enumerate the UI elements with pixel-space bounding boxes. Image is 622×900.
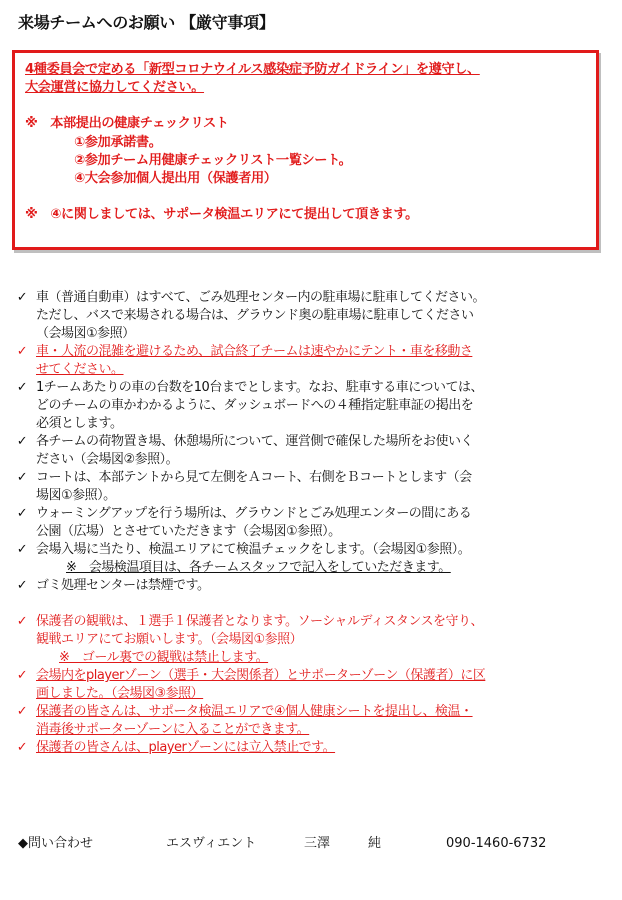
checkmark-icon: ✓ [16,542,28,557]
goal-area-note: ※ ゴール裏での観戦は禁止します。 [59,650,269,665]
rule-item: ✓ 保護者の観戦は、１選手１保護者となります。ソーシャルディスタンスを守り、 観戦エリアにてお願いします。（会場図①参照） [16,614,484,647]
notice-submission-note: ※ ④に関しましては、サポータ検温エリアにて提出して頂きます。 [25,207,418,223]
rule-item: ✓ 会場内をplayerゾーン（選手・大会関係者）とサポーターゾーン（保護者）に区 画しました。（会場図③参照） [16,668,486,701]
contact-info [18,834,608,854]
checkmark-icon: ✓ [16,470,28,485]
checkmark-icon: ✓ [16,344,28,359]
checkmark-icon: ✓ [16,578,28,593]
contact-surname: 三澤 [304,836,331,851]
notice-line-1: 4種委員会で定める「新型コロナウイルス感染症予防ガイドライン」を遵守し、 [25,62,480,77]
rule-item: ✓ ウォーミングアップを行う場所は、グラウンドとごみ処理エンターの間にある 公園（広場）とさせていただきます（会場図①参照）。 [16,506,472,539]
notice-checklist-item: ④大会参加個人提出用（保護者用） [74,170,277,186]
rule-item: ✓ ゴミ処理センターは禁煙です。 [16,578,210,593]
rule-item: ✓ 1チームあたりの車の台数を10台までとします。なお、駐車する車については、 どのチームの車かわかるように、ダッシュボードへの４種指定駐車証の掲出を 必須とします。 [16,380,484,431]
checkmark-icon: ✓ [16,290,28,305]
checkmark-icon: ✓ [16,614,28,629]
rule-item: ✓ コートは、本部テントから見て左側をＡコート、右側をＢコートとします（会 場図①参照）。 [16,470,472,503]
notice-checklist-item: ①参加承諾書。 [74,134,162,150]
temp-check-note: ※ 会場検温項目は、各チームスタッフで記入をしていただきます。 [66,560,451,575]
checkmark-icon: ✓ [16,506,28,521]
checkmark-icon: ✓ [16,434,28,449]
notice-checklist-heading: ※ 本部提出の健康チェックリスト [25,116,229,132]
checkmark-icon: ✓ [16,380,28,395]
contact-phone: 090-1460-6732 [446,836,547,851]
contact-company: エスヴィエント [166,836,257,851]
guideline-notice-box [12,50,599,250]
rule-item: ✓ 会場入場に当たり、検温エリアにて検温チェックをします。（会場図①参照）。 [16,542,471,557]
page-title: 来場チームへのお願い 【厳守事項】 [18,13,275,32]
checkmark-icon: ✓ [16,668,28,683]
checkmark-icon: ✓ [16,704,28,719]
notice-line-2: 大会運営に協力してください。 [25,80,205,96]
contact-given-name: 純 [368,836,382,851]
rule-item: ✓ 保護者の皆さんは、playerゾーンには立入禁止です。 [16,740,336,755]
notice-checklist-item: ②参加チーム用健康チェックリスト一覧シート。 [74,152,352,168]
contact-label: ◆問い合わせ [18,836,93,851]
rule-item: ✓ 保護者の皆さんは、サポータ検温エリアで④個人健康シートを提出し、検温・ 消毒後サポーターゾーンに入ることができます。 [16,704,473,737]
rule-item: ✓ 各チームの荷物置き場、休憩場所について、運営側で確保した場所をお使いく ださい（会場図②参照）。 [16,434,473,467]
rule-item: ✓ 車（普通自動車）はすべて、ごみ処理センター内の駐車場に駐車してください。 ただし、バスで来場される場合は、グラウンド奥の駐車場に駐車してください （会場図①参照） [16,290,485,341]
checkmark-icon: ✓ [16,740,28,755]
rule-item: ✓ 車・人流の混雑を避けるため、試合終了チームは速やかにテント・車を移動さ せてください。 [16,344,473,377]
rules-list [14,289,614,757]
